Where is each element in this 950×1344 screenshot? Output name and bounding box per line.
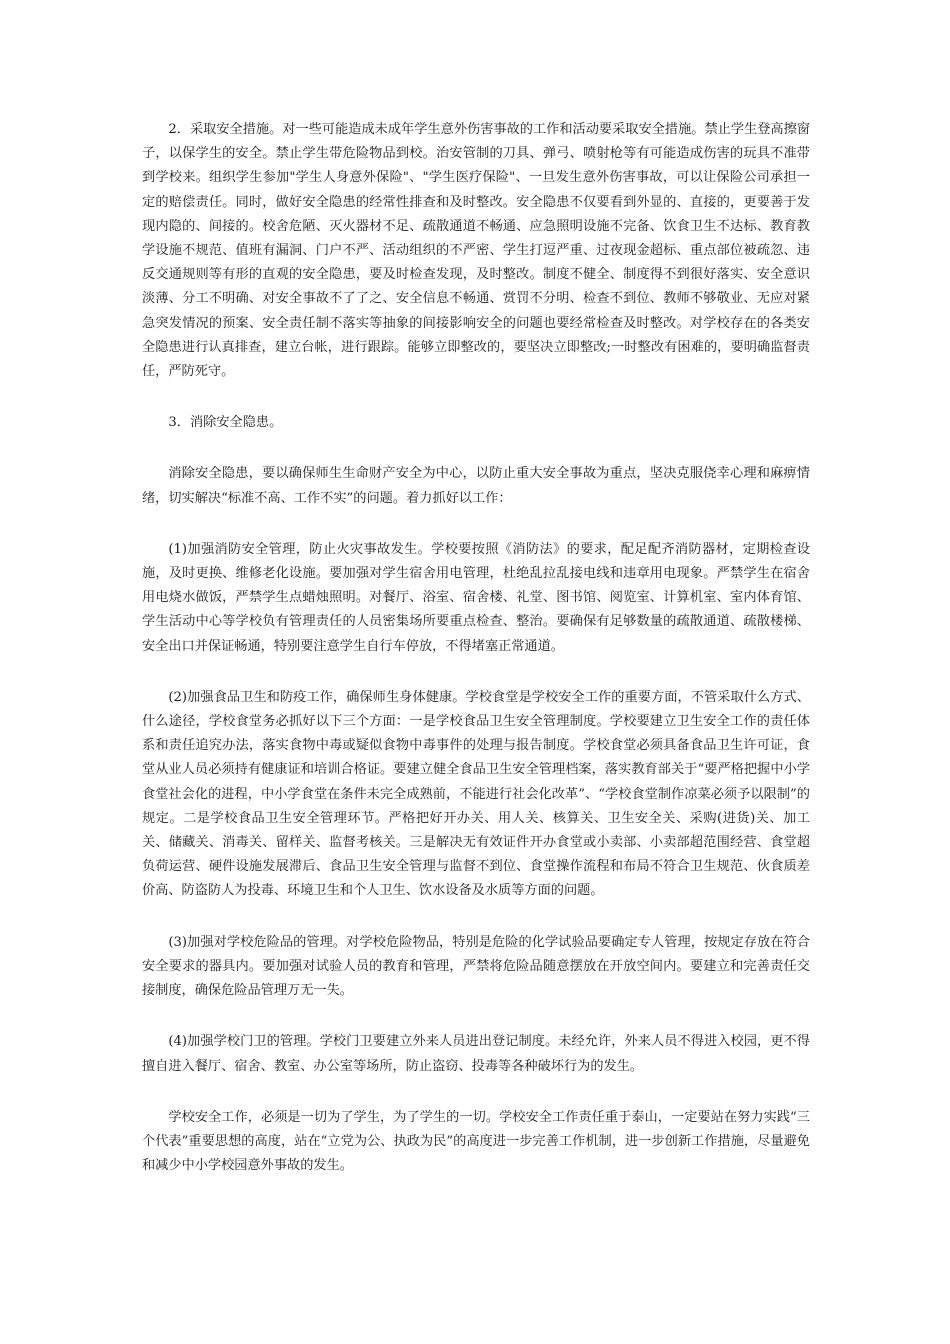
paragraph-hazardous-materials: (3)加强对学校危险品的管理。对学校危险物品，特别是危险的化学试验品要确定专人管理，按规定存放在符合安全要求的器具内。要加强对试验人员的教育和管理，严禁将危险品随意摆放在开放空间内。要建立和完善责任交接制度，确保危险品管理万无一失。 <box>142 934 810 999</box>
document-page <box>142 118 810 1205</box>
paragraph-gate-security: (4)加强学校门卫的管理。学校门卫要建立外来人员进出登记制度。未经允许，外来人员不得进入校园，更不得擅自进入餐厅、宿舍、教室、办公室等场所，防止盗窃、投毒等各种破坏行为的发生。 <box>142 1034 810 1074</box>
section-heading-eliminate-hazards: 3．消除安全隐患。 <box>168 415 283 431</box>
paragraph-food-hygiene: (2)加强食品卫生和防疫工作，确保师生身体健康。学校食堂是学校安全工作的重要方面，不管采取什么方式、什么途径，学校食堂务必抓好以下三个方面：一是学校食品卫生安全管理制度。学校要建立卫生安全工作的责任体系和责任追究办法，落实食物中毒或疑似食物中毒事件的处理与报告制度。学校食堂必须具备食品卫生许可证，食堂从业人员必须持有健康证和培训合格证。要建立健全食品卫生安全管理档案，落实教育部关于“要严格把握中小学食堂社会化的进程，中小学食堂在条件未完全成熟前，不能进行社会化改革”、“学校食堂制作凉菜必须予以限制”的规定。二是学校食品卫生安全管理环节。严格把好开办关、用人关、核算关、卫生安全关、采购(进货)关、加工关、储藏关、消毒关、留样关、监督考核关。三是解决无有效证件开办食堂或小卖部、小卖部超范围经营、食堂超负荷运营、硬件设施发展滞后、食品卫生安全管理与监督不到位、食堂操作流程和布局不符合卫生规范、伙食质差价高、防盗防人为投毒、环境卫生和个人卫生、饮水设备及水质等方面的问题。 <box>142 689 810 899</box>
paragraph-eliminate-hazards-intro: 消除安全隐患，要以确保师生生命财产安全为中心，以防止重大安全事故为重点，坚决克服侥幸心理和麻痹情绪，切实解决“标准不高、工作不实”的问题。着力抓好以工作： <box>142 466 810 506</box>
paragraph-safety-measures: 2．采取安全措施。对一些可能造成未成年学生意外伤害事故的工作和活动要采取安全措施。禁止学生登高擦窗子，以保学生的安全。禁止学生带危险物品到校。治安管制的刀具、弹弓、喷射枪等有可能造成伤害的玩具不准带到学校来。组织学生参加"学生人身意外保险"、"学生医疗保险"、一旦发生意外伤害事故，可以让保险公司承担一定的赔偿责任。同时，做好安全隐患的经常性排查和及时整改。安全隐患不仅要看到外显的、直接的，更要善于发现内隐的、间接的。校舍危陋、灭火器材不足、疏散通道不畅通、应急照明设施不完备、饮食卫生不达标、教育教学设施不规范、值班有漏洞、门户不严、活动组织的不严密、学生打逗严重、过夜现金超标、重点部位被疏忽、违反交通规则等有形的直观的安全隐患，要及时检查发现，及时整改。制度不健全、制度得不到很好落实、安全意识淡薄、分工不明确、对安全事故不了了之、安全信息不畅通、赏罚不分明、检查不到位、教师不够敬业、无应对紧急突发情况的预案、安全责任制不落实等抽象的间接影响安全的问题也要经常检查及时整改。对学校存在的各类安全隐患进行认真排查，建立台帐，进行跟踪。能够立即整改的，要坚决立即整改;一时整改有困难的，要明确监督责任，严防死守。 <box>142 122 810 380</box>
paragraph-conclusion: 学校安全工作，必须是一切为了学生，为了学生的一切。学校安全工作责任重于泰山，一定要站在努力实践“三个代表”重要思想的高度，站在“立党为公、执政为民”的高度进一步完善工作机制，进一步创新工作措施，尽量避免和减少中小学校园意外事故的发生。 <box>142 1109 810 1174</box>
paragraph-fire-safety: (1)加强消防安全管理，防止火灾事故发生。学校要按照《消防法》的要求，配足配齐消防器材，定期检查设施，及时更换、维修老化设施。要加强对学生宿舍用电管理，杜绝乱拉乱接电线和违章用电现象。严禁学生在宿舍用电烧水做饭，严禁学生点蜡烛照明。对餐厅、浴室、宿舍楼、礼堂、图书馆、阅览室、计算机室、室内体育馆、学生活动中心等学校负有管理责任的人员密集场所要重点检查、整治。要确保有足够数量的疏散通道、疏散楼梯、安全出口并保证畅通，特别要注意学生自行车停放，不得堵塞正常通道。 <box>142 541 810 654</box>
